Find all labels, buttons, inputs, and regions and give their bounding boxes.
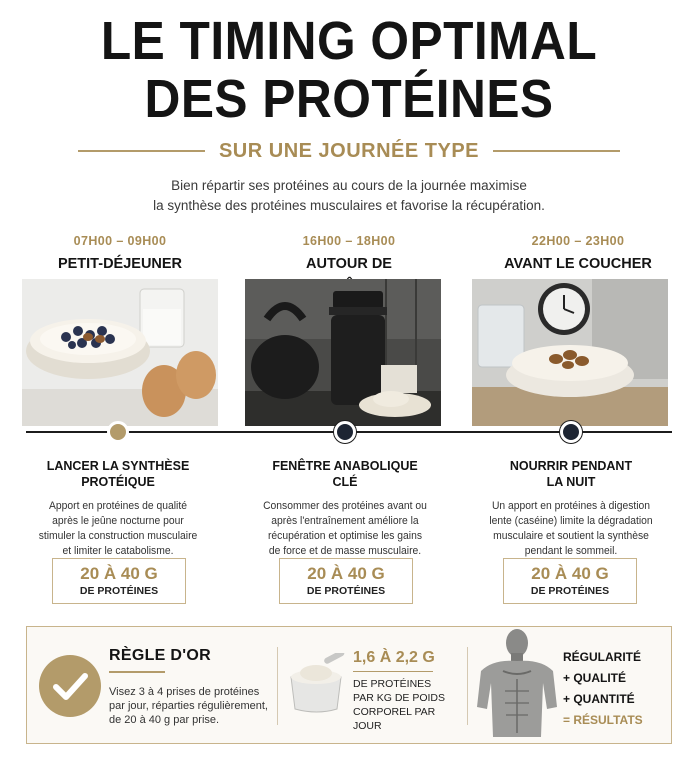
step-heading-line-2: PROTÉIQUE — [81, 475, 155, 489]
timeline-marker-bedtime — [560, 421, 582, 443]
intro-text — [100, 176, 598, 216]
step-description-line: Consommer des protéines avant ou — [263, 500, 427, 512]
subtitle-row — [78, 138, 620, 164]
formula-quality: + QUALITÉ — [563, 671, 627, 685]
golden-rule-text — [109, 685, 279, 727]
intro-line-2: la synthèse des protéines musculaires et favorise la récupération. — [153, 198, 545, 213]
golden-rule-title: RÈGLE D'OR — [109, 647, 211, 664]
range-description-line: DE PROTÉINES — [353, 678, 432, 690]
meal-title: PETIT-DÉJEUNER — [57, 256, 183, 272]
golden-rule-text-line: de 20 à 40 g par prise. — [109, 714, 220, 726]
golden-rule-underline — [109, 671, 165, 673]
time-range: 16H00 – 18H00 — [302, 234, 396, 248]
column-breakfast — [16, 232, 224, 275]
formula-regularity: RÉGULARITÉ — [563, 650, 641, 664]
dose-box-bedtime — [503, 558, 637, 604]
formula-results: = RÉSULTATS — [563, 713, 643, 727]
golden-rule-panel — [26, 626, 672, 744]
step-description-line: lente (caséine) limite la dégradation — [489, 515, 653, 527]
step-heading-line-2: LA NUIT — [546, 475, 596, 489]
daily-protein-range: 1,6 À 2,2 G — [353, 649, 435, 666]
breakfast-photo — [22, 279, 218, 426]
step-description-line: pendant le sommeil. — [524, 545, 618, 557]
subtitle: SUR UNE JOURNÉE TYPE — [218, 139, 480, 162]
step-description-line: et limiter le catabolisme. — [62, 545, 174, 557]
dose-unit: DE PROTÉINES — [79, 585, 159, 597]
subtitle-rule-left — [78, 150, 205, 152]
training-photo — [245, 279, 441, 426]
step-description-line: après le jeûne nocturne pour — [52, 515, 184, 527]
dose-box-training — [279, 558, 413, 604]
range-description-line: CORPOREL PAR JOUR — [353, 706, 436, 732]
range-description — [353, 677, 463, 733]
protein-scoop-icon — [285, 653, 349, 722]
check-icon — [39, 655, 101, 717]
subtitle-rule-right — [493, 150, 620, 152]
intro-line-1: Bien répartir ses protéines au cours de la journée maximise — [171, 178, 527, 193]
dose-unit: DE PROTÉINES — [530, 585, 610, 597]
step-heading-line-2: CLÉ — [332, 475, 358, 489]
step-heading — [13, 458, 223, 492]
formula-quantity: + QUANTITÉ — [563, 692, 635, 706]
step-heading-line-1: NOURRIR PENDANT — [509, 459, 633, 473]
time-range: 22H00 – 23H00 — [531, 234, 625, 248]
divider — [467, 647, 468, 725]
meal-title: AVANT LE COUCHER — [504, 256, 652, 272]
meal-title: AUTOUR DE — [306, 256, 392, 272]
step-description — [246, 499, 443, 563]
divider — [277, 647, 278, 725]
bedtime-photo — [472, 279, 668, 426]
dose-unit: DE PROTÉINES — [306, 585, 386, 597]
step-heading-line-1: LANCER LA SYNTHÈSE — [46, 459, 190, 473]
step-description-line: musculaire et soutient la synthèse — [493, 530, 649, 542]
page-title-line-2: DES PROTÉINES — [144, 69, 554, 129]
step-description-line: de force et de masse musculaire. — [268, 545, 422, 557]
muscular-torso-illustration — [473, 627, 561, 748]
step-heading — [466, 458, 676, 492]
column-bedtime — [474, 232, 682, 275]
dose-box-breakfast — [52, 558, 186, 604]
timeline-marker-training — [334, 421, 356, 443]
dose-amount: 20 À 40 G — [80, 564, 158, 583]
step-description — [19, 499, 216, 563]
results-formula — [563, 647, 643, 731]
step-description — [472, 499, 669, 563]
step-description-line: Apport en protéines de qualité — [49, 500, 187, 512]
step-bedtime — [466, 458, 676, 563]
step-training — [240, 458, 450, 563]
column-training — [245, 232, 453, 275]
range-underline — [353, 671, 433, 672]
range-description-line: PAR KG DE POIDS — [353, 692, 445, 704]
step-description-line: Un apport en protéines à digestion — [491, 500, 651, 512]
timeline-marker-breakfast — [107, 421, 129, 443]
step-description-line: après l'entraînement améliore la — [271, 515, 419, 527]
step-description-line: stimuler la construction musculaire — [38, 530, 198, 542]
step-heading — [240, 458, 450, 492]
step-description-line: récupération et optimise les gains — [267, 530, 423, 542]
step-breakfast — [13, 458, 223, 563]
time-range: 07H00 – 09H00 — [73, 234, 167, 248]
dose-amount: 20 À 40 G — [307, 564, 385, 583]
page-title-line-1: LE TIMING OPTIMAL — [100, 11, 598, 71]
step-heading-line-1: FENÊTRE ANABOLIQUE — [272, 459, 418, 473]
golden-rule-text-line: par jour, réparties régulièrement, — [109, 700, 268, 712]
golden-rule-text-line: Visez 3 à 4 prises de protéines — [109, 686, 260, 698]
dose-amount: 20 À 40 G — [531, 564, 609, 583]
